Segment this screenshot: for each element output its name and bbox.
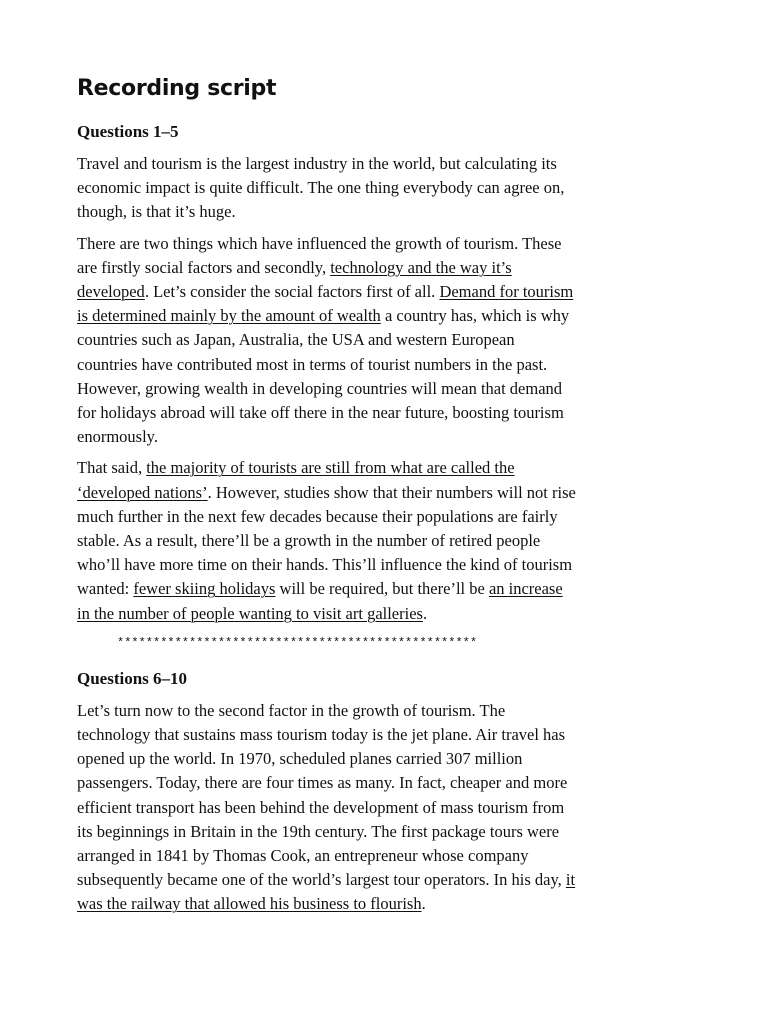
text-run: That said,: [77, 458, 147, 478]
underlined-answer: Demand for tourism is determined mainly by the amount of wealth: [77, 282, 574, 326]
paragraph-intro: Travel and tourism is the largest industry in the world, but calculating its economic impact is quite difficult. The one thing everybody can agree on, though, is that it’s huge.: [77, 154, 565, 222]
text-run: .: [421, 894, 426, 914]
document-page: [77, 72, 577, 924]
text-run: There are two things which have influenced the growth of tourism. These are firstly social factors and secondly,: [77, 233, 562, 277]
text-run: . Let’s consider the social factors first of all.: [144, 282, 440, 302]
text-run: a country has, which is why countries such as Japan, Australia, the USA and western European countries have contributed most in terms of tourist numbers in the past. However, growing wealth in developing countries will mean that demand for holidays abroad will take off there in the near future, boosting tourism enormously.: [77, 306, 570, 447]
section-heading-questions-1-5: Questions 1–5: [77, 122, 179, 141]
underlined-answer: fewer skiing holidays: [133, 579, 276, 599]
page-title: Recording script: [77, 76, 277, 101]
text-run: .: [422, 603, 428, 623]
underlined-answer: an increase in the number of people wanting to visit art galleries: [77, 579, 563, 623]
text-run: . However, studies show that their numbers will not rise much further in the next few decades because their populations are fairly stable. As a result, there’ll be a growth in the number of retired people who’ll have more time on their hands. This’ll influence the kind of tourism wanted:: [77, 482, 576, 599]
paragraph-developed-nations: [77, 456, 577, 625]
asterisk-divider: **************************************************: [117, 635, 478, 650]
text-run: Let’s turn now to the second factor in the growth of tourism. The technology that sustains mass tourism today is the jet plane. Air travel has opened up the world. In 1970, scheduled planes carried 307 million passengers. Today, there are four times as many. In fact, cheaper and more efficient transport has been behind the development of mass tourism from its beginnings in Britain in the 19th century. The first package tours were arranged in 1841 by Thomas Cook, an entrepreneur whose company subsequently became one of the world’s largest tour operators. In his day,: [77, 700, 568, 890]
underlined-answer: technology and the way it’s developed: [77, 257, 512, 302]
section-heading-questions-6-10: Questions 6–10: [77, 668, 188, 688]
underlined-answer: it was the railway that allowed his business to flourish: [77, 870, 576, 914]
paragraph-technology: [77, 699, 577, 917]
paragraph-growth-factors: [77, 232, 577, 450]
underlined-answer: the majority of tourists are still from what are called the ‘developed nations’: [77, 458, 515, 502]
text-run: will be required, but there’ll be: [275, 579, 489, 599]
